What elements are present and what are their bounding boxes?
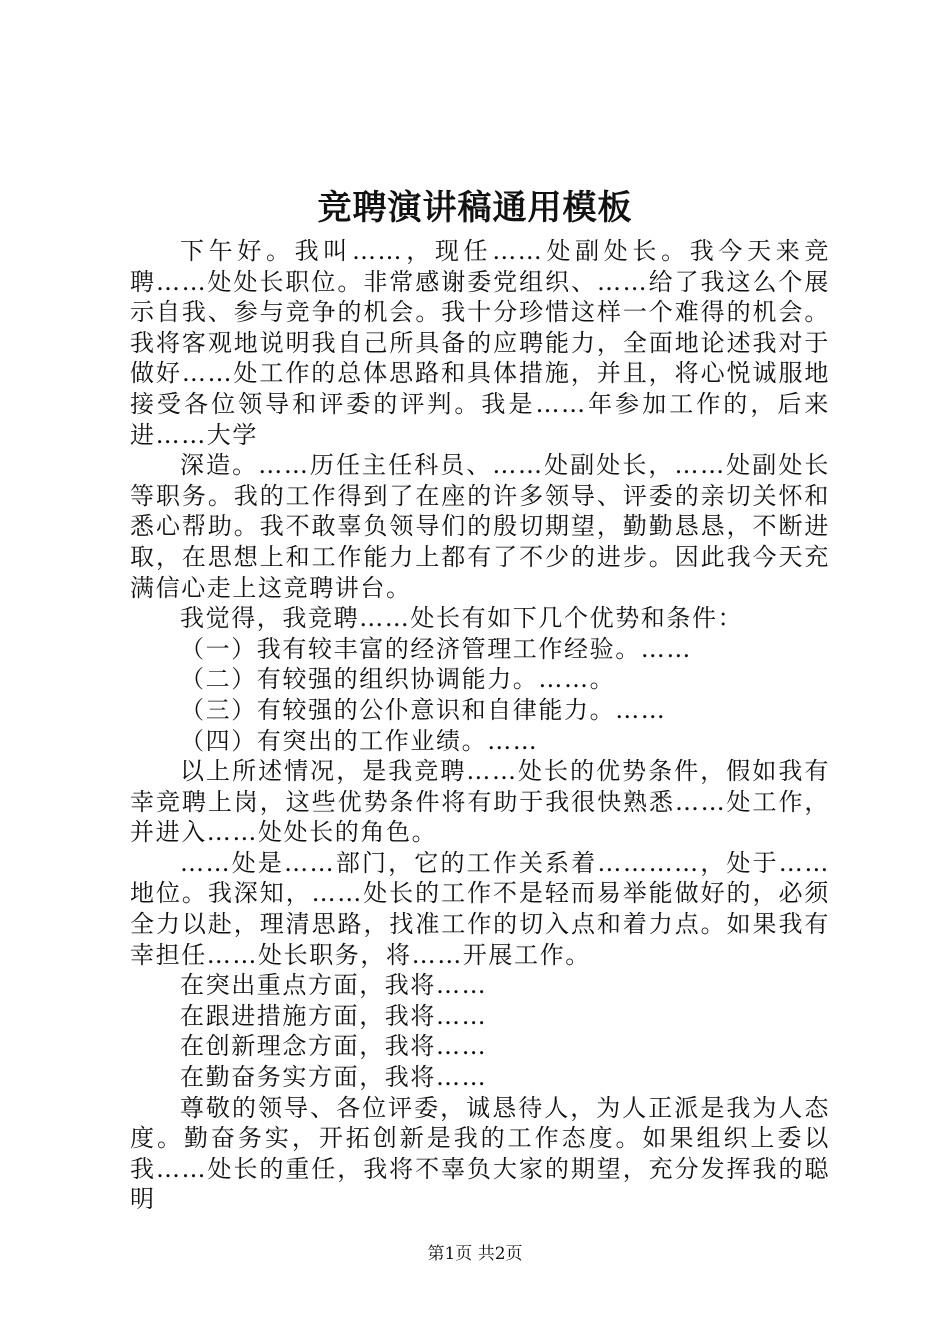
page-footer: 第1页 共2页 xyxy=(427,1244,523,1264)
paragraph-department: ……处是……部门，它的工作关系着…………，处于……地位。我深知，……处长的工作不是轻而易举能做好的，必须全力以赴，理清思路，找准工作的切入点和着力点。如果我有幸担任……处长职务，将……开展工作。 xyxy=(130,848,830,969)
paragraph-closing: 尊敬的领导、各位评委，诚恳待人，为人正派是我为人态度。勤奋务实，开拓创新是我的工作态度。如果组织上委以我……处长的重任，我将不辜负大家的期望，充分发挥我的聪明 xyxy=(130,1093,830,1214)
paragraph-intro: 下午好。我叫……，现任……处副处长。我今天来竞聘……处处长职位。非常感谢委党组织、……给了我这么个展示自我、参与竞争的机会。我十分珍惜这样一个难得的机会。我将客观地说明我自己所具备的应聘能力，全面地论述我对于做好……处工作的总体思路和具体措施，并且，将心悦诚服地接受各位领导和评委的评判。我是……年参加工作的，后来进……大学 xyxy=(130,237,830,449)
plan-item-measures: 在跟进措施方面，我将…… xyxy=(180,1001,488,1030)
document-body xyxy=(130,236,830,1214)
document-title: 竞聘演讲稿通用模板 xyxy=(317,188,633,228)
plan-item-diligence: 在勤奋务实方面，我将…… xyxy=(180,1063,488,1092)
paragraph-advantages-lead: 我觉得，我竞聘……处长有如下几个优势和条件： xyxy=(180,604,744,633)
list-item-advantage-3: （三）有较强的公仆意识和自律能力。…… xyxy=(180,695,667,724)
paragraph-experience: 深造。……历任主任科员、……处副处长，……处副处长等职务。我的工作得到了在座的许多领导、评委的亲切关怀和悉心帮助。我不敢辜负领导们的殷切期望，勤勤恳恳，不断进取，在思想上和工作能力上都有了不少的进步。因此我今天充满信心走上这竞聘讲台。 xyxy=(130,451,830,602)
list-item-advantage-2: （二）有较强的组织协调能力。……。 xyxy=(180,665,616,694)
list-item-advantage-1: （一）我有较丰富的经济管理工作经验。…… xyxy=(180,634,692,663)
paragraph-summary: 以上所述情况，是我竞聘……处长的优势条件，假如我有幸竞聘上岗，这些优势条件将有助于我很快熟悉……处工作，并进入……处处长的角色。 xyxy=(130,757,830,847)
list-item-advantage-4: （四）有突出的工作业绩。…… xyxy=(180,726,539,755)
plan-item-innovation: 在创新理念方面，我将…… xyxy=(180,1032,488,1061)
plan-item-focus: 在突出重点方面，我将…… xyxy=(180,971,488,1000)
